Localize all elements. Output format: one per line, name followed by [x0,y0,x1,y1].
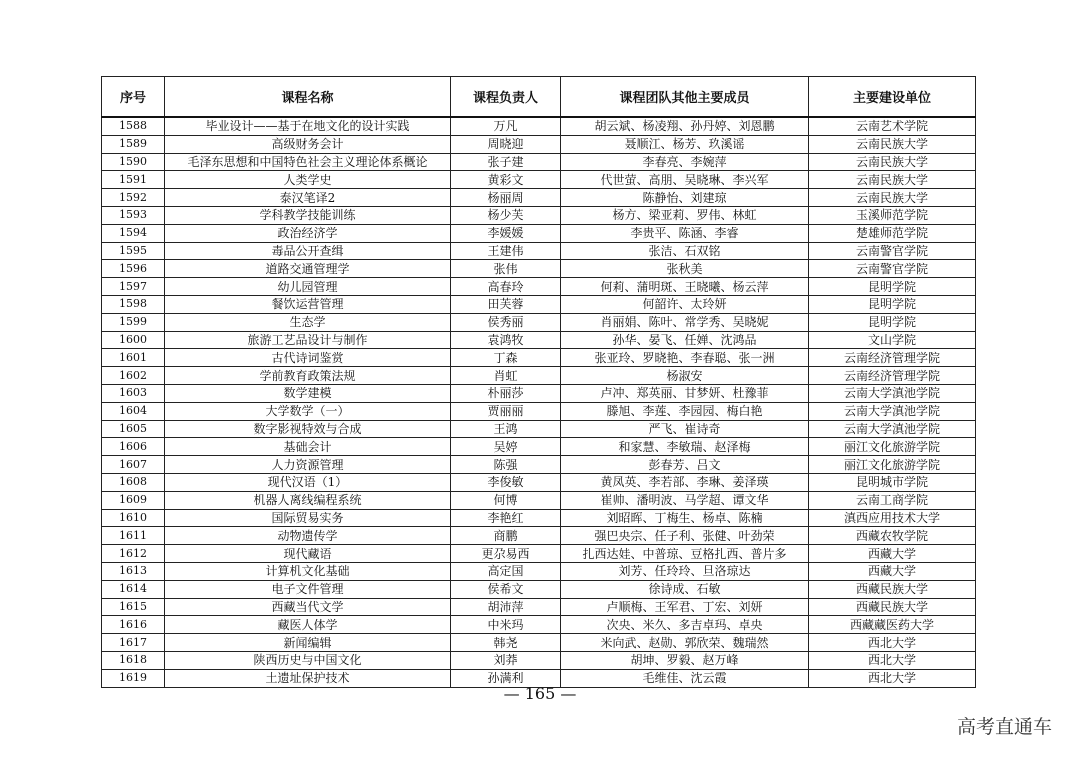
cell-serial-number: 1613 [102,562,165,580]
cell-team-members: 米向武、赵勋、郭欣荣、魏瑞然 [561,634,809,652]
table-header-row [102,77,976,118]
cell-institution: 西北大学 [809,634,976,652]
cell-serial-number: 1610 [102,509,165,527]
cell-course-leader: 王鸿 [451,420,561,438]
cell-team-members: 胡云斌、杨凌翔、孙丹婷、刘恩鹏 [561,117,809,135]
cell-serial-number: 1597 [102,278,165,296]
cell-course-leader: 侯秀丽 [451,313,561,331]
cell-institution: 滇西应用技术大学 [809,509,976,527]
table-row [102,171,976,189]
cell-institution: 西藏农牧学院 [809,527,976,545]
cell-team-members: 孙华、晏飞、任婵、沈鸿品 [561,331,809,349]
cell-institution: 云南艺术学院 [809,117,976,135]
cell-course-name: 古代诗词鉴赏 [165,349,451,367]
table-row [102,438,976,456]
cell-institution: 西北大学 [809,651,976,669]
cell-course-leader: 万凡 [451,117,561,135]
cell-course-name: 数字影视特效与合成 [165,420,451,438]
cell-course-name: 机器人离线编程系统 [165,491,451,509]
cell-team-members: 张秋美 [561,260,809,278]
cell-team-members: 徐诗成、石敏 [561,580,809,598]
cell-team-members: 陈静怡、刘建琼 [561,189,809,207]
table-row [102,562,976,580]
cell-institution: 云南民族大学 [809,171,976,189]
cell-team-members: 和家慧、李敏瑞、赵泽梅 [561,438,809,456]
cell-institution: 丽江文化旅游学院 [809,438,976,456]
cell-institution: 云南警官学院 [809,242,976,260]
table-row [102,491,976,509]
table-row [102,153,976,171]
cell-serial-number: 1608 [102,473,165,491]
cell-course-name: 泰汉笔译2 [165,189,451,207]
cell-team-members: 毛维佳、沈云霞 [561,669,809,687]
cell-course-leader: 陈强 [451,456,561,474]
cell-course-leader: 更尕易西 [451,545,561,563]
cell-course-leader: 中米玛 [451,616,561,634]
cell-serial-number: 1598 [102,295,165,313]
cell-course-name: 西藏当代文学 [165,598,451,616]
cell-course-name: 大学数学（一） [165,402,451,420]
table-row [102,384,976,402]
cell-team-members: 刘芳、任玲玲、旦洛琼达 [561,562,809,580]
cell-serial-number: 1618 [102,651,165,669]
cell-serial-number: 1601 [102,349,165,367]
cell-course-name: 学前教育政策法规 [165,367,451,385]
cell-course-name: 餐饮运营管理 [165,295,451,313]
table-row [102,367,976,385]
cell-institution: 文山学院 [809,331,976,349]
cell-serial-number: 1615 [102,598,165,616]
header-institution: 主要建设单位 [809,77,976,118]
table-row [102,473,976,491]
cell-serial-number: 1592 [102,189,165,207]
table-row [102,616,976,634]
cell-institution: 云南经济管理学院 [809,367,976,385]
cell-institution: 云南工商学院 [809,491,976,509]
cell-course-leader: 肖虹 [451,367,561,385]
cell-team-members: 扎西达娃、中普琼、豆格扎西、普片多 [561,545,809,563]
cell-serial-number: 1607 [102,456,165,474]
cell-institution: 云南民族大学 [809,153,976,171]
table-row [102,295,976,313]
cell-course-name: 藏医人体学 [165,616,451,634]
cell-course-name: 动物遗传学 [165,527,451,545]
cell-course-name: 新闻编辑 [165,634,451,652]
cell-team-members: 彭春芳、吕文 [561,456,809,474]
table-row [102,260,976,278]
table-row [102,206,976,224]
cell-course-name: 学科教学技能训练 [165,206,451,224]
table-row [102,278,976,296]
cell-institution: 玉溪师范学院 [809,206,976,224]
table-row [102,331,976,349]
table-body [102,117,976,687]
table-row [102,527,976,545]
cell-institution: 昆明学院 [809,278,976,296]
cell-course-leader: 杨丽周 [451,189,561,207]
cell-course-name: 毛泽东思想和中国特色社会主义理论体系概论 [165,153,451,171]
cell-institution: 西藏大学 [809,562,976,580]
cell-team-members: 强巴央宗、任子利、张健、叶劲荣 [561,527,809,545]
table-row [102,580,976,598]
table-row [102,117,976,135]
cell-course-name: 土遗址保护技术 [165,669,451,687]
table-row [102,224,976,242]
table-row [102,456,976,474]
cell-team-members: 卢顺梅、王军君、丁宏、刘妍 [561,598,809,616]
header-course-name: 课程名称 [165,77,451,118]
cell-institution: 西藏大学 [809,545,976,563]
header-serial-number: 序号 [102,77,165,118]
table-row [102,509,976,527]
cell-serial-number: 1619 [102,669,165,687]
header-team-members: 课程团队其他主要成员 [561,77,809,118]
cell-institution: 昆明城市学院 [809,473,976,491]
cell-serial-number: 1605 [102,420,165,438]
cell-course-leader: 王建伟 [451,242,561,260]
cell-serial-number: 1617 [102,634,165,652]
cell-team-members: 李贵平、陈涵、李睿 [561,224,809,242]
header-course-leader: 课程负责人 [451,77,561,118]
cell-course-leader: 袁鸿牧 [451,331,561,349]
cell-institution: 楚雄师范学院 [809,224,976,242]
table-row [102,634,976,652]
table-row [102,651,976,669]
cell-course-name: 现代藏语 [165,545,451,563]
cell-team-members: 滕旭、李莲、李园园、梅白艳 [561,402,809,420]
table-row [102,242,976,260]
cell-course-leader: 韩尧 [451,634,561,652]
cell-team-members: 胡坤、罗毅、赵万峰 [561,651,809,669]
cell-team-members: 杨淑安 [561,367,809,385]
cell-team-members: 严飞、崔诗奇 [561,420,809,438]
cell-course-leader: 杨少芙 [451,206,561,224]
cell-course-leader: 张子建 [451,153,561,171]
cell-course-leader: 李媛媛 [451,224,561,242]
cell-course-name: 基础会计 [165,438,451,456]
cell-team-members: 黄凤英、李若部、李琳、姜泽瑛 [561,473,809,491]
cell-course-name: 毒品公开查缉 [165,242,451,260]
cell-team-members: 代世萤、高朋、吴晓琳、李兴军 [561,171,809,189]
table-row [102,135,976,153]
cell-team-members: 杨方、梁亚莉、罗伟、林虹 [561,206,809,224]
cell-institution: 西藏民族大学 [809,598,976,616]
cell-team-members: 张亚玲、罗晓艳、李春聪、张一洲 [561,349,809,367]
cell-team-members: 何莉、蒲明斑、王晓曦、杨云萍 [561,278,809,296]
table-row [102,402,976,420]
cell-serial-number: 1599 [102,313,165,331]
table-row [102,598,976,616]
cell-team-members: 刘昭晖、丁梅生、杨卓、陈楠 [561,509,809,527]
cell-course-leader: 高春玲 [451,278,561,296]
cell-serial-number: 1612 [102,545,165,563]
cell-team-members: 张洁、石双铭 [561,242,809,260]
cell-institution: 西北大学 [809,669,976,687]
cell-serial-number: 1588 [102,117,165,135]
cell-course-leader: 黄彩文 [451,171,561,189]
cell-institution: 云南警官学院 [809,260,976,278]
cell-serial-number: 1616 [102,616,165,634]
cell-serial-number: 1614 [102,580,165,598]
cell-team-members: 聂顺江、杨芳、玖溪谣 [561,135,809,153]
cell-course-name: 数学建模 [165,384,451,402]
cell-course-name: 现代汉语（1） [165,473,451,491]
cell-institution: 云南大学滇池学院 [809,402,976,420]
cell-serial-number: 1602 [102,367,165,385]
cell-course-leader: 侯希文 [451,580,561,598]
cell-serial-number: 1611 [102,527,165,545]
cell-serial-number: 1594 [102,224,165,242]
table-row [102,420,976,438]
cell-serial-number: 1606 [102,438,165,456]
cell-course-name: 旅游工艺品设计与制作 [165,331,451,349]
cell-course-name: 人类学史 [165,171,451,189]
cell-course-leader: 胡沛萍 [451,598,561,616]
table-row [102,349,976,367]
cell-team-members: 何韶许、太玲妍 [561,295,809,313]
table-row [102,545,976,563]
cell-serial-number: 1604 [102,402,165,420]
table-row [102,189,976,207]
cell-course-leader: 何博 [451,491,561,509]
cell-course-name: 计算机文化基础 [165,562,451,580]
cell-serial-number: 1589 [102,135,165,153]
cell-course-leader: 周晓迎 [451,135,561,153]
cell-course-name: 陕西历史与中国文化 [165,651,451,669]
course-table [101,76,976,688]
cell-course-leader: 刘莽 [451,651,561,669]
cell-course-leader: 李艳红 [451,509,561,527]
cell-serial-number: 1600 [102,331,165,349]
cell-serial-number: 1595 [102,242,165,260]
cell-course-leader: 高定国 [451,562,561,580]
cell-course-leader: 商鹏 [451,527,561,545]
cell-serial-number: 1593 [102,206,165,224]
cell-team-members: 李春亮、李婉萍 [561,153,809,171]
cell-serial-number: 1596 [102,260,165,278]
cell-course-name: 幼儿园管理 [165,278,451,296]
cell-course-name: 高级财务会计 [165,135,451,153]
cell-course-leader: 张伟 [451,260,561,278]
cell-course-leader: 吴婷 [451,438,561,456]
cell-course-name: 政治经济学 [165,224,451,242]
cell-institution: 昆明学院 [809,295,976,313]
watermark-text: 高考直通车 [956,716,1052,738]
cell-institution: 丽江文化旅游学院 [809,456,976,474]
table-row [102,313,976,331]
cell-course-name: 生态学 [165,313,451,331]
cell-serial-number: 1591 [102,171,165,189]
cell-serial-number: 1590 [102,153,165,171]
cell-course-name: 人力资源管理 [165,456,451,474]
cell-serial-number: 1603 [102,384,165,402]
cell-team-members: 肖丽娟、陈叶、常学秀、吴晓妮 [561,313,809,331]
cell-serial-number: 1609 [102,491,165,509]
cell-institution: 西藏民族大学 [809,580,976,598]
cell-course-leader: 朴丽莎 [451,384,561,402]
page-number: — 165 — [503,684,577,703]
cell-course-name: 国际贸易实务 [165,509,451,527]
cell-course-leader: 丁森 [451,349,561,367]
cell-team-members: 崔帅、潘明波、马学超、谭文华 [561,491,809,509]
cell-institution: 云南大学滇池学院 [809,384,976,402]
cell-institution: 云南民族大学 [809,135,976,153]
cell-course-leader: 李俊敏 [451,473,561,491]
cell-course-name: 电子文件管理 [165,580,451,598]
cell-course-name: 毕业设计——基于在地文化的设计实践 [165,117,451,135]
cell-institution: 西藏藏医药大学 [809,616,976,634]
cell-institution: 云南经济管理学院 [809,349,976,367]
cell-institution: 云南大学滇池学院 [809,420,976,438]
cell-team-members: 次央、米久、多吉卓玛、卓央 [561,616,809,634]
cell-course-name: 道路交通管理学 [165,260,451,278]
cell-course-leader: 贾丽丽 [451,402,561,420]
cell-course-leader: 孙满利 [451,669,561,687]
cell-team-members: 卢冲、郑英丽、甘梦妍、杜豫菲 [561,384,809,402]
cell-institution: 昆明学院 [809,313,976,331]
cell-course-leader: 田芙蓉 [451,295,561,313]
cell-institution: 云南民族大学 [809,189,976,207]
